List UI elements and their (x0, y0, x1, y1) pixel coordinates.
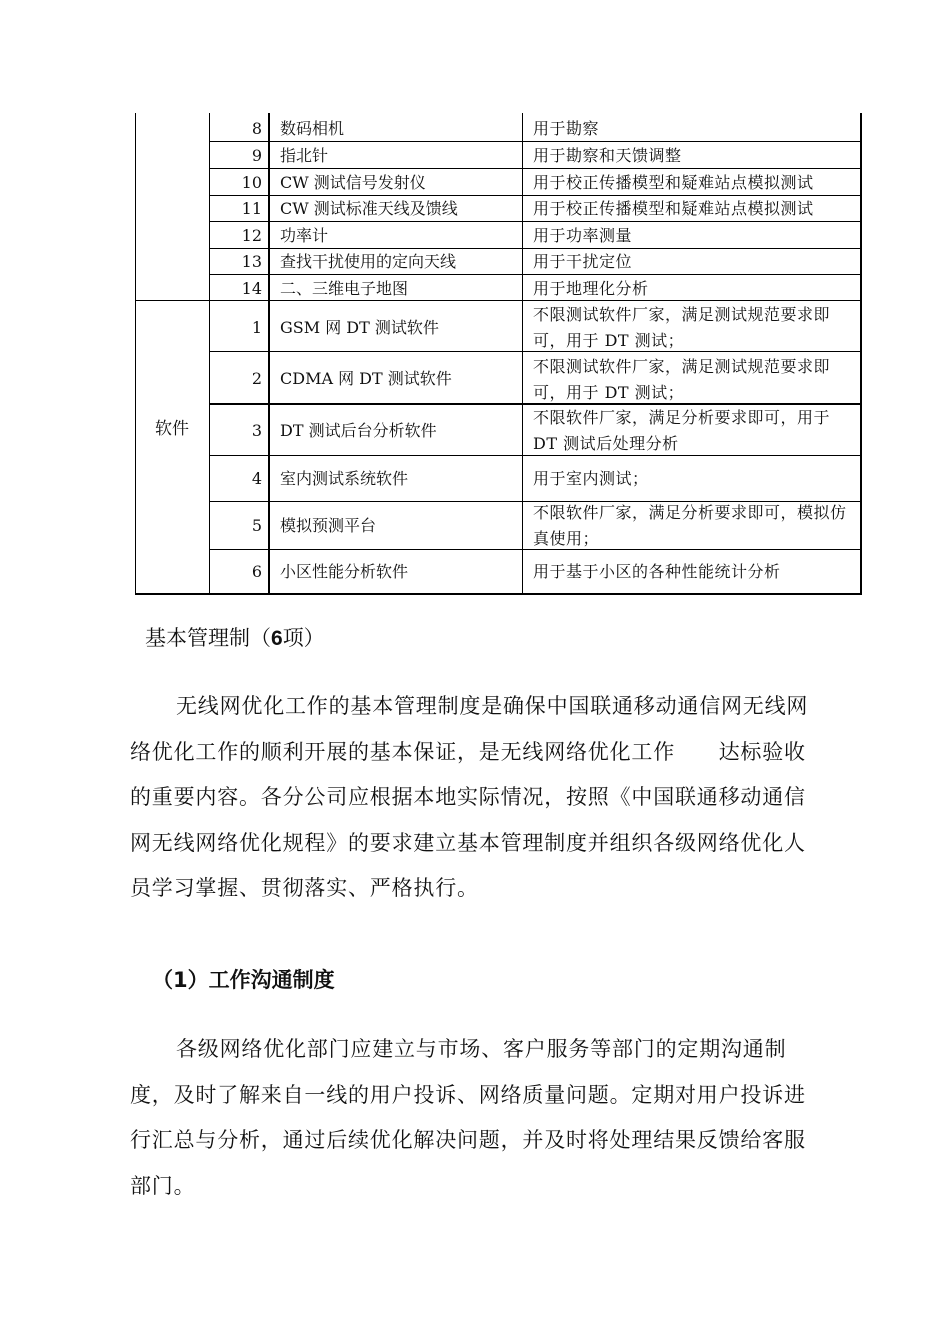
item-name: GSM 网 DT 测试软件 (280, 318, 439, 337)
row-number: 4 (251, 469, 262, 488)
row-number: 12 (241, 226, 262, 245)
row-number: 3 (251, 421, 262, 440)
item-description: 用于勘察和天馈调整 (533, 146, 682, 165)
row-number: 14 (241, 279, 262, 298)
item-description: 用于校正传播模型和疑难站点模拟测试 (533, 199, 814, 218)
row-number: 13 (241, 252, 262, 271)
section-paragraph (130, 684, 820, 912)
item-description: 用于功率测量 (533, 226, 633, 245)
paragraph-text: 各级网络优化部门应建立与市场、客户服务等部门的定期沟通制度，及时了解来自一线的用户投诉、网络质量问题。定期对用户投诉进行汇总与分析，通过后续优化解决问题，并及时将处理结果反馈给客服部门。 (130, 1037, 806, 1198)
item-name: 功率计 (280, 226, 329, 245)
row-number: 1 (251, 318, 262, 337)
category-label: 软件 (155, 419, 189, 439)
item-name: DT 测试后台分析软件 (280, 421, 437, 440)
heading-prefix: 基本管理制（ (145, 626, 271, 650)
row-number: 10 (241, 173, 262, 192)
item-name: 小区性能分析软件 (280, 562, 409, 581)
item-name: CDMA 网 DT 测试软件 (280, 369, 452, 388)
heading-count: 6 (271, 627, 283, 650)
paragraph-text: 无线网优化工作的基本管理制度是确保中国联通移动通信网无线网络优化工作的顺利开展的基本保证，是无线网络优化工作 达标验收的重要内容。各分公司应根据本地实际情况，按照《中国联通移动通信网无线网络优化规程》的要求建立基本管理制度并组织各级网络优化人员学习掌握、贯彻落实、严格执行。 (130, 694, 809, 900)
row-number: 6 (251, 562, 262, 581)
section-heading (145, 622, 325, 652)
row-number: 8 (251, 119, 262, 138)
subsection-paragraph (130, 1027, 820, 1209)
item-description: 用于基于小区的各种性能统计分析 (533, 562, 781, 581)
item-name: CW 测试标准天线及馈线 (280, 199, 458, 218)
item-description: 用于地理化分析 (533, 279, 649, 298)
item-description: 不限软件厂家，满足分析要求即可，用于 DT 测试后处理分析 (533, 408, 831, 453)
heading-suffix: 项） (282, 626, 325, 650)
item-description: 不限测试软件厂家，满足测试规范要求即可，用于 DT 测试； (533, 357, 831, 402)
item-description: 用于干扰定位 (533, 252, 633, 271)
row-number: 11 (241, 199, 262, 218)
item-name: 查找干扰使用的定向天线 (280, 252, 457, 271)
item-name: 二、三维电子地图 (280, 279, 409, 298)
row-number: 9 (251, 146, 262, 165)
item-name: CW 测试信号发射仪 (280, 173, 426, 192)
row-number: 2 (251, 369, 262, 388)
item-description: 不限测试软件厂家，满足测试规范要求即可，用于 DT 测试； (533, 305, 831, 350)
item-name: 指北针 (280, 146, 329, 165)
subsection-heading: （1）工作沟通制度 (152, 968, 335, 992)
item-name: 数码相机 (280, 119, 345, 138)
item-name: 模拟预测平台 (280, 516, 377, 535)
item-description: 用于勘察 (533, 119, 600, 138)
item-description: 用于室内测试； (533, 469, 649, 488)
item-name: 室内测试系统软件 (280, 469, 409, 488)
item-description: 不限软件厂家，满足分析要求即可，模拟仿真使用； (533, 503, 847, 548)
item-description: 用于校正传播模型和疑难站点模拟测试 (533, 173, 814, 192)
row-number: 5 (251, 516, 262, 535)
